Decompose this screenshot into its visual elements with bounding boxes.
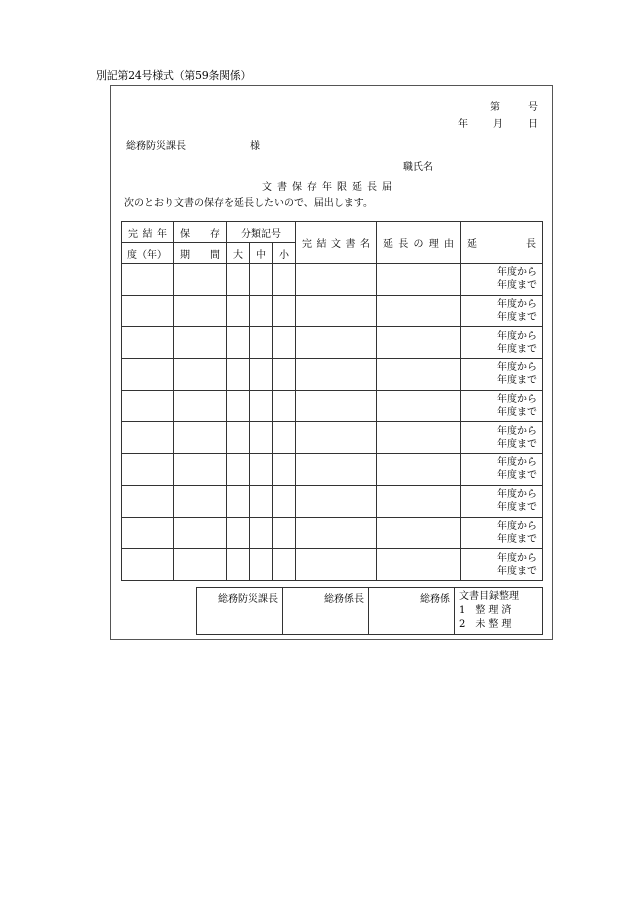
cell-class-large[interactable] — [227, 327, 250, 359]
cell-completion-year[interactable] — [122, 264, 174, 296]
cell-class-small[interactable] — [273, 422, 296, 454]
cell-retention[interactable] — [174, 454, 227, 486]
header-retention-sub: 期 間 — [174, 243, 227, 264]
cell-class-large[interactable] — [227, 295, 250, 327]
cell-extension[interactable] — [461, 264, 543, 296]
approval-status — [455, 588, 543, 635]
table-row — [122, 422, 543, 454]
cell-retention[interactable] — [174, 549, 227, 581]
cell-reason[interactable] — [377, 390, 461, 422]
extension-to-label: 年度まで — [497, 343, 538, 355]
date-month: 月 — [493, 119, 503, 130]
cell-extension[interactable] — [461, 549, 543, 581]
cell-reason[interactable] — [377, 295, 461, 327]
extension-from-label: 年度から — [497, 394, 538, 406]
cell-class-small[interactable] — [273, 454, 296, 486]
cell-extension[interactable] — [461, 359, 543, 391]
form-title: 文書保存年限延長届 — [262, 182, 397, 193]
cell-class-medium[interactable] — [250, 295, 273, 327]
approval-subsection-chief: 総務係長 — [283, 588, 369, 635]
cell-extension[interactable] — [461, 454, 543, 486]
cell-reason[interactable] — [377, 359, 461, 391]
cell-completion-year[interactable] — [122, 454, 174, 486]
table-header-row — [122, 222, 543, 243]
cell-class-medium[interactable] — [250, 517, 273, 549]
header-class-medium: 中 — [250, 243, 273, 264]
extension-to-label: 年度まで — [497, 565, 538, 577]
extension-from-label: 年度から — [497, 330, 538, 342]
cell-retention[interactable] — [174, 327, 227, 359]
status-item-pending: 2 未整理 — [459, 619, 515, 630]
cell-class-large[interactable] — [227, 264, 250, 296]
cell-class-large[interactable] — [227, 359, 250, 391]
table-row — [122, 517, 543, 549]
cell-class-small[interactable] — [273, 549, 296, 581]
cell-completion-year[interactable] — [122, 485, 174, 517]
addressee-honorific: 様 — [250, 141, 260, 152]
cell-document-name[interactable] — [296, 390, 377, 422]
cell-class-large[interactable] — [227, 485, 250, 517]
cell-completion-year[interactable] — [122, 517, 174, 549]
cell-class-small[interactable] — [273, 390, 296, 422]
cell-retention[interactable] — [174, 359, 227, 391]
date-day: 日 — [528, 119, 538, 130]
cell-document-name[interactable] — [296, 327, 377, 359]
approval-table — [196, 587, 543, 635]
cell-completion-year[interactable] — [122, 549, 174, 581]
cell-class-small[interactable] — [273, 517, 296, 549]
header-document-name: 完 結 文 書 名 — [296, 222, 377, 264]
cell-retention[interactable] — [174, 295, 227, 327]
approval-staff: 総務係 — [369, 588, 455, 635]
cell-retention[interactable] — [174, 517, 227, 549]
cell-document-name[interactable] — [296, 485, 377, 517]
header-class-small: 小 — [273, 243, 296, 264]
cell-document-name[interactable] — [296, 549, 377, 581]
cell-class-large[interactable] — [227, 454, 250, 486]
cell-completion-year[interactable] — [122, 295, 174, 327]
extension-from-label: 年度から — [497, 520, 538, 532]
table-row — [122, 295, 543, 327]
header-retention: 保 存 — [174, 222, 227, 243]
table-row — [122, 327, 543, 359]
extension-from-label: 年度から — [497, 489, 538, 501]
cell-reason[interactable] — [377, 549, 461, 581]
table-row — [122, 454, 543, 486]
extension-to-label: 年度まで — [497, 438, 538, 450]
extension-to-label: 年度まで — [497, 312, 538, 324]
approval-section-chief: 総務防災課長 — [197, 588, 283, 635]
cell-class-small[interactable] — [273, 264, 296, 296]
cell-completion-year[interactable] — [122, 422, 174, 454]
cell-extension[interactable] — [461, 390, 543, 422]
header-classification: 分類記号 — [227, 222, 296, 243]
cell-class-small[interactable] — [273, 295, 296, 327]
cell-reason[interactable] — [377, 327, 461, 359]
cell-document-name[interactable] — [296, 422, 377, 454]
cell-class-small[interactable] — [273, 359, 296, 391]
cell-retention[interactable] — [174, 264, 227, 296]
header-class-large: 大 — [227, 243, 250, 264]
date-year: 年 — [458, 119, 468, 130]
cell-completion-year[interactable] — [122, 390, 174, 422]
cell-extension[interactable] — [461, 485, 543, 517]
extension-to-label: 年度まで — [497, 470, 538, 482]
number-prefix: 第 — [490, 102, 500, 113]
cell-retention[interactable] — [174, 390, 227, 422]
cell-reason[interactable] — [377, 517, 461, 549]
status-item-done: 1 整理済 — [459, 605, 515, 616]
cell-class-medium[interactable] — [250, 485, 273, 517]
cell-completion-year[interactable] — [122, 327, 174, 359]
extension-table — [121, 221, 543, 581]
cell-class-medium[interactable] — [250, 327, 273, 359]
extension-from-label: 年度から — [497, 425, 538, 437]
table-row — [122, 549, 543, 581]
cell-class-medium[interactable] — [250, 454, 273, 486]
cell-extension[interactable] — [461, 295, 543, 327]
cell-reason[interactable] — [377, 264, 461, 296]
cell-document-name[interactable] — [296, 359, 377, 391]
cell-completion-year[interactable] — [122, 359, 174, 391]
cell-class-medium[interactable] — [250, 264, 273, 296]
cell-class-large[interactable] — [227, 422, 250, 454]
cell-class-medium[interactable] — [250, 390, 273, 422]
cell-class-medium[interactable] — [250, 549, 273, 581]
cell-extension[interactable] — [461, 422, 543, 454]
intro-text: 次のとおり文書の保存を延長したいので、届出します。 — [124, 198, 373, 209]
header-completion-year: 完 結 年 — [122, 222, 174, 243]
extension-from-label: 年度から — [497, 299, 538, 311]
extension-to-label: 年度まで — [497, 407, 538, 419]
header-reason: 延 長 の 理 由 — [377, 222, 461, 264]
cell-retention[interactable] — [174, 485, 227, 517]
cell-document-name[interactable] — [296, 264, 377, 296]
extension-from-label: 年度から — [497, 552, 538, 564]
cell-reason[interactable] — [377, 422, 461, 454]
cell-reason[interactable] — [377, 454, 461, 486]
cell-reason[interactable] — [377, 485, 461, 517]
table-row — [122, 485, 543, 517]
form-number-label: 別記第24号様式（第59条関係） — [96, 69, 252, 82]
applicant-label: 職氏名 — [403, 162, 433, 173]
cell-class-medium[interactable] — [250, 422, 273, 454]
number-suffix: 号 — [528, 102, 538, 113]
cell-retention[interactable] — [174, 422, 227, 454]
cell-class-large[interactable] — [227, 390, 250, 422]
cell-document-name[interactable] — [296, 517, 377, 549]
extension-to-label: 年度まで — [497, 280, 538, 292]
cell-class-small[interactable] — [273, 485, 296, 517]
cell-class-small[interactable] — [273, 327, 296, 359]
extension-from-label: 年度から — [497, 457, 538, 469]
addressee-title: 総務防災課長 — [126, 141, 186, 152]
extension-to-label: 年度まで — [497, 375, 538, 387]
extension-from-label: 年度から — [497, 362, 538, 374]
cell-extension[interactable] — [461, 327, 543, 359]
document-date — [458, 115, 538, 130]
header-completion-year-sub: 度（年） — [122, 243, 174, 264]
extension-to-label: 年度まで — [497, 533, 538, 545]
cell-document-name[interactable] — [296, 454, 377, 486]
header-extension: 延 長 — [461, 222, 543, 264]
extension-to-label: 年度まで — [497, 502, 538, 514]
status-title: 文書目録整理 — [459, 591, 519, 602]
cell-class-large[interactable] — [227, 549, 250, 581]
table-row — [122, 359, 543, 391]
extension-from-label: 年度から — [497, 267, 538, 279]
cell-class-large[interactable] — [227, 517, 250, 549]
cell-document-name[interactable] — [296, 295, 377, 327]
table-row — [122, 264, 543, 296]
cell-class-medium[interactable] — [250, 359, 273, 391]
cell-extension[interactable] — [461, 517, 543, 549]
table-row — [122, 390, 543, 422]
document-number — [490, 98, 538, 113]
